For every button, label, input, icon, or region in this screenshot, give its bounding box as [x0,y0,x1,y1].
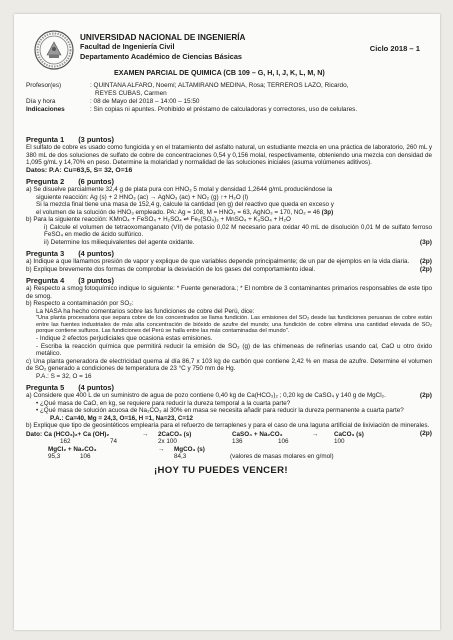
question-2b: b) Para la siguiente reacción: KMnO₄ + FeSO₄ + H₂SO₄ ⇌ Fe₂(SO₄)₃ + MnSO₄ + K₂SO₄ + H₂O [26,216,291,223]
reaction-2-mass-3: 100 [334,438,345,446]
exam-content [26,132,432,474]
professors-value-2: REYES CUBAS, Carmen [95,90,167,98]
question-2b-points: (3p) [419,238,432,246]
question-4b-quote: "Una planta procesadora que separa cobre de los concentrados se llama fundición. Las emisiones del SO₂ desde las fundiciones peruanas de cobre están entre las fuentes industriales de más alta concentración de bióxido de azufre del mundo; una fundición de cobre elimina una cantidad elevada de SO₂ porque contiene sulfuros. Las fundiciones del Perú se halla entre las más contaminadas del mundo". [36,315,432,335]
question-3 [26,249,432,273]
reaction-1-arrow: → [142,430,149,438]
question-5b: b) Explique que tipo de geosintéticos emplearía para el refuerzo de terraplenes y para el caso de una laguna artificial de lixiviación de minerales. [26,422,430,430]
question-1-title: Pregunta 1 [26,135,65,144]
question-4c: c) Una planta generadora de electricidad quema al día 86,7 x 103 kg de carbón que contiene 2,42 % en masa de azufre. Determine el volumen de SO₂ generado a condiciones de temperatura de 23 °C y 750 mm de Hg. [26,357,432,373]
question-2a-points: (3p) [321,208,334,216]
question-4b: b) Respecto a contaminación por SO₂: [26,300,134,307]
date-label: Día y hora [26,98,56,106]
reaction-3-mass-1: 95,3 [48,453,61,461]
exam-title: EXAMEN PARCIAL DE QUIMICA (CB 109 – G, H, I, J, K, L, M, N) [114,69,325,77]
reaction-1-product: 2CaCO₃ (s) [158,430,192,438]
reaction-3-mass-3: 84,3 [174,453,187,461]
question-4b-item-1: - Indique 2 efectos perjudiciales que ocasiona estas emisiones. [36,335,213,343]
instructions-value: : Sin copias ni apuntes. Prohibido el préstamo de calculadoras y correctores, uso de celulares. [90,106,358,114]
reaction-3-reactants: MgCl₂ + Na₂CO₃ [48,445,97,453]
question-2 [26,177,432,246]
reaction-1-mass-1: 162 [60,438,71,446]
question-5a-item-1: • ¿Qué masa de CaO, en kg, se requiere para reducir la dureza temporal a la cuarta parte? [36,399,291,407]
question-1-data: Datos: P.A: Cu=63,5, S= 32, O=16 [26,166,133,174]
question-3-title: Pregunta 3 [26,249,65,258]
exam-meta [26,82,431,114]
university-seal-icon [34,30,74,70]
question-5-points: (4 puntos) [78,383,114,393]
question-1-points: (3 puntos) [78,135,114,144]
question-3a: a) Indique a que llamamos presión de vapor y explique de que variables depende principalmente; de un par de ejemplos en la vida diaria. [26,258,410,265]
question-3b-points: (2p) [419,265,432,273]
question-4a: a) Respecto a smog fotoquímico indique lo siguiente: * Fuente generadora.; * El nombre de 3 contaminantes primarios responsables de este tipo de smog. [26,285,432,300]
question-5-title: Pregunta 5 [26,383,65,393]
question-4b-item-2: - Escriba la reacción química que permitirá reducir la emisión de SO₂ (g) de las chimeneas de refinerías usando cal, CaO u otro óxido metálico. [36,342,432,358]
question-4-points: (3 puntos) [78,276,114,285]
reaction-2-reactants: CaSO₄ + Na₂CO₃ [232,430,283,438]
reaction-2-mass-2: 106 [278,438,289,446]
question-2a-line-2: siguiente reacción: Ag (s) + 2 HNO₃ (ac) → AgNO₃ (ac) + NO₂ (g) ↑+ H₂O (l) [36,193,249,201]
reaction-data-table [26,431,432,461]
reaction-2-arrow: → [312,430,319,438]
reaction-2-mass-1: 136 [232,438,243,446]
question-4b-intro: La NASA ha hecho comentarios sobre las fundiciones de cobre del Perú, dice: [36,307,255,315]
question-2-title: Pregunta 2 [26,177,65,186]
closing-message: ¡HOY TU PUEDES VENCER! [154,464,288,476]
question-5 [26,383,432,461]
question-5a: a) Considere que 400 L de un suministro de agua de pozo contiene 0,40 kg de Ca(HCO₃)₂ ; 0,20 kg de CaSO₄ y 140 g de MgCl₂. [26,392,386,400]
question-1-text: El sulfato de cobre es usado como fungicida y en el tratamiento del asfalto natural, un estudiante mezcla en una práctica de laboratorio, 260 mL y 380 mL de dos soluciones de sulfato de cobre de concentraciones 0,54 y 0,156 molal, respectivamente, obteniendo una mezcla con densidad de 1,095 g/mL y 14,70% en peso. Determine la molaridad y normalidad de las soluciones iniciales (asuma volúmenes aditivos). [26,144,432,166]
question-5b-points: (2p) [419,429,432,437]
question-2a-line-4: el volumen de la solución de HNO₃ empleado. PA: Ag = 108, M = HNO₃ = 63, AgNO₃ = 170, NO₂ = 46 [36,208,320,216]
reaction-3-mass-2: 106 [80,453,91,461]
reaction-3-arrow: → [158,445,165,453]
department-name: Departamento Académico de Ciencias Básicas [80,51,242,61]
molar-mass-note: (valores de masas molares en g/mol) [230,453,334,461]
question-5a-atomic-masses: P.A.: Ca=40, Mg = 24,3, O=16, H =1, Na=23, C=12 [50,414,194,422]
reaction-1-mass-2: 74 [110,438,118,446]
cycle-label: Ciclo 2018 – 1 [369,44,420,53]
reaction-1-reactants: Dato: Ca (HCO₃)₂+ Ca (OH)₂ [26,430,110,438]
question-4-title: Pregunta 4 [26,276,65,285]
question-2a-line-1: a) Se disuelve parcialmente 32,4 g de plata pura con HNO₃ 5 molal y densidad 1,2644 g/mL produciéndose la [26,186,333,193]
question-3-points: (4 puntos) [78,249,114,258]
faculty-name: Facultad de Ingeniería Civil [80,42,175,52]
question-1 [26,135,432,174]
exam-sheet [14,14,440,630]
professors-value: : QUINTANA ALFARO, Noemí; ALTAMIRANO MEDINA, Rosa; TERREROS LAZO, Ricardo, [90,82,349,89]
professors-label: Profesor(es) [26,82,62,89]
reaction-1-mass-3: 2x 100 [158,438,177,446]
question-4c-data: P.A.: S = 32, O = 16 [36,372,92,380]
university-name: UNIVERSIDAD NACIONAL DE INGENIERÍA [80,33,246,42]
instructions-label: Indicaciones [26,106,65,114]
reaction-2-product: CaCO₃ (s) [334,430,364,438]
question-4 [26,276,432,380]
question-5a-item-2: • ¿Qué masa de solución acuosa de Na₂CO₃ al 30% en masa se necesita añadir para reducir la dureza permanente a cuarta parte? [36,407,404,415]
question-2b-ii: ii) Determine los miliequivalentes del agente oxidante. [44,238,195,246]
question-3b: b) Explique brevemente dos formas de comprobar la desviación de los gases del comportamiento ideal. [26,265,316,273]
question-2b-i: i) Calcule el volumen de tetraoxomanganato (VII) de potasio 0,02 M necesario para oxidar 40 mL de disolución 0,01 M de sulfato ferroso FeSO₄ en medio de ácido sulfúrico. [44,223,432,238]
question-2-points: (6 puntos) [78,177,114,186]
question-2a-line-3: Si la mezcla final tiene una masa de 152,4 g, calcule la cantidad (en g) del reactivo que queda en exceso y [36,201,334,208]
date-value: : 08 de Mayo del 2018 – 14:00 – 15:50 [90,98,200,106]
reaction-3-product: MgCO₃ (s) [174,445,205,453]
header-block [80,33,245,61]
question-3a-points: (2p) [419,258,432,265]
question-5a-points: (2p) [419,392,432,400]
